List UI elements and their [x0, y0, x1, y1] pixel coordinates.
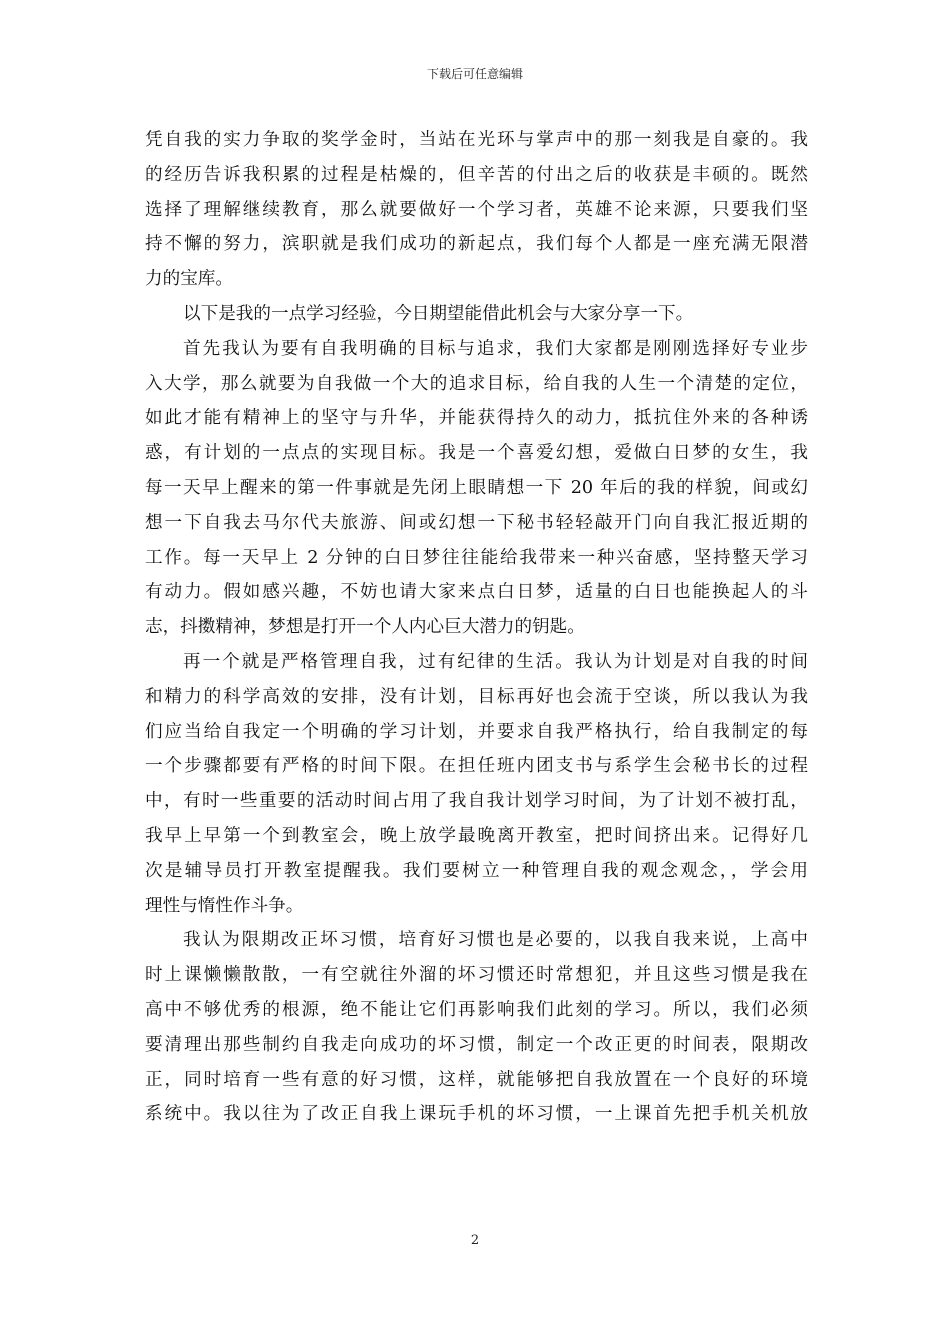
text-line: 入大学，那么就要为自我做一个大的追求目标，给自我的人生一个清楚的定位，: [145, 373, 808, 394]
text-line: 正，同时培育一些有意的好习惯，这样，就能够把自我放置在一个良好的环境: [145, 1069, 808, 1090]
text-line: 次是辅导员打开教室提醒我。我们要树立一种管理自我的观念观念，，学会用: [145, 860, 808, 881]
text-line: 持不懈的努力，滨职就是我们成功的新起点，我们每个人都是一座充满无限潜: [145, 234, 808, 255]
text-line: 如此才能有精神上的坚守与升华，并能获得持久的动力，抵抗住外来的各种诱: [145, 408, 808, 429]
text-line: 系统中。我以往为了改正自我上课玩手机的坏习惯，一上课首先把手机关机放: [145, 1104, 808, 1125]
text-line: 首先我认为要有自我明确的目标与追求，我们大家都是刚刚选择好专业步: [183, 338, 808, 359]
text-line: 理性与惰性作斗争。: [145, 895, 304, 916]
text-line: 凭自我的实力争取的奖学金时，当站在光环与掌声中的那一刻我是自豪的。我: [145, 130, 808, 150]
page-header: 下载后可任意编辑: [426, 67, 523, 81]
text-line: 和精力的科学高效的安排，没有计划，目标再好也会流于空谈，所以我认为我: [145, 686, 808, 707]
text-line: 有动力。假如感兴趣，不妨也请大家来点白日梦，适量的白日也能换起人的斗: [145, 582, 808, 603]
text-line: 一个步骤都要有严格的时间下限。在担任班内团支书与系学生会秘书长的过程: [145, 756, 808, 777]
text-line: 以下是我的一点学习经验，今日期望能借此机会与大家分享一下。: [183, 303, 694, 324]
text-line: 要清理出那些制约自我走向成功的坏习惯，制定一个改正更的时间表，限期改: [145, 1034, 808, 1055]
text-line: 工作。每一天早上 2 分钟的白日梦往往能给我带来一种兴奋感，坚持整天学习: [145, 547, 808, 568]
text-line: 惑，有计划的一点点的实现目标。我是一个喜爱幻想，爱做白日梦的女生，我: [145, 443, 808, 464]
text-line: 我早上早第一个到教室会，晚上放学最晚离开教室，把时间挤出来。记得好几: [145, 825, 808, 846]
text-line: 力的宝库。: [145, 269, 233, 290]
text-line: 想一下自我去马尔代夫旅游、间或幻想一下秘书轻轻敲开门向自我汇报近期的: [145, 512, 808, 533]
text-line: 高中不够优秀的根源，绝不能让它们再影响我们此刻的学习。所以，我们必须: [145, 999, 808, 1020]
text-line: 中，有时一些重要的活动时间占用了我自我计划学习时间，为了计划不被打乱，: [145, 791, 808, 812]
text-line: 志，抖擞精神，梦想是打开一个人内心巨大潜力的钥匙。: [145, 617, 585, 638]
text-line: 每一天早上醒来的第一件事就是先闭上眼睛想一下 20 年后的我的样貌，间或幻: [145, 477, 808, 498]
text-line: 时上课懒懒散散，一有空就往外溜的坏习惯还时常想犯，并且这些习惯是我在: [145, 965, 808, 986]
text-line: 的经历告诉我积累的过程是枯燥的，但辛苦的付出之后的收获是丰硕的。既然: [145, 164, 808, 185]
text-line: 再一个就是严格管理自我，过有纪律的生活。我认为计划是对自我的时间: [183, 651, 808, 672]
page-number: 2: [470, 1233, 480, 1248]
text-line: 选择了理解继续教育，那么就要做好一个学习者，英雄不论来源，只要我们坚: [145, 199, 808, 220]
text-line: 我认为限期改正坏习惯，培育好习惯也是必要的，以我自我来说，上高中: [183, 930, 808, 951]
text-line: 们应当给自我定一个明确的学习计划，并要求自我严格执行，给自我制定的每: [145, 721, 808, 742]
document-body: [145, 123, 808, 1132]
